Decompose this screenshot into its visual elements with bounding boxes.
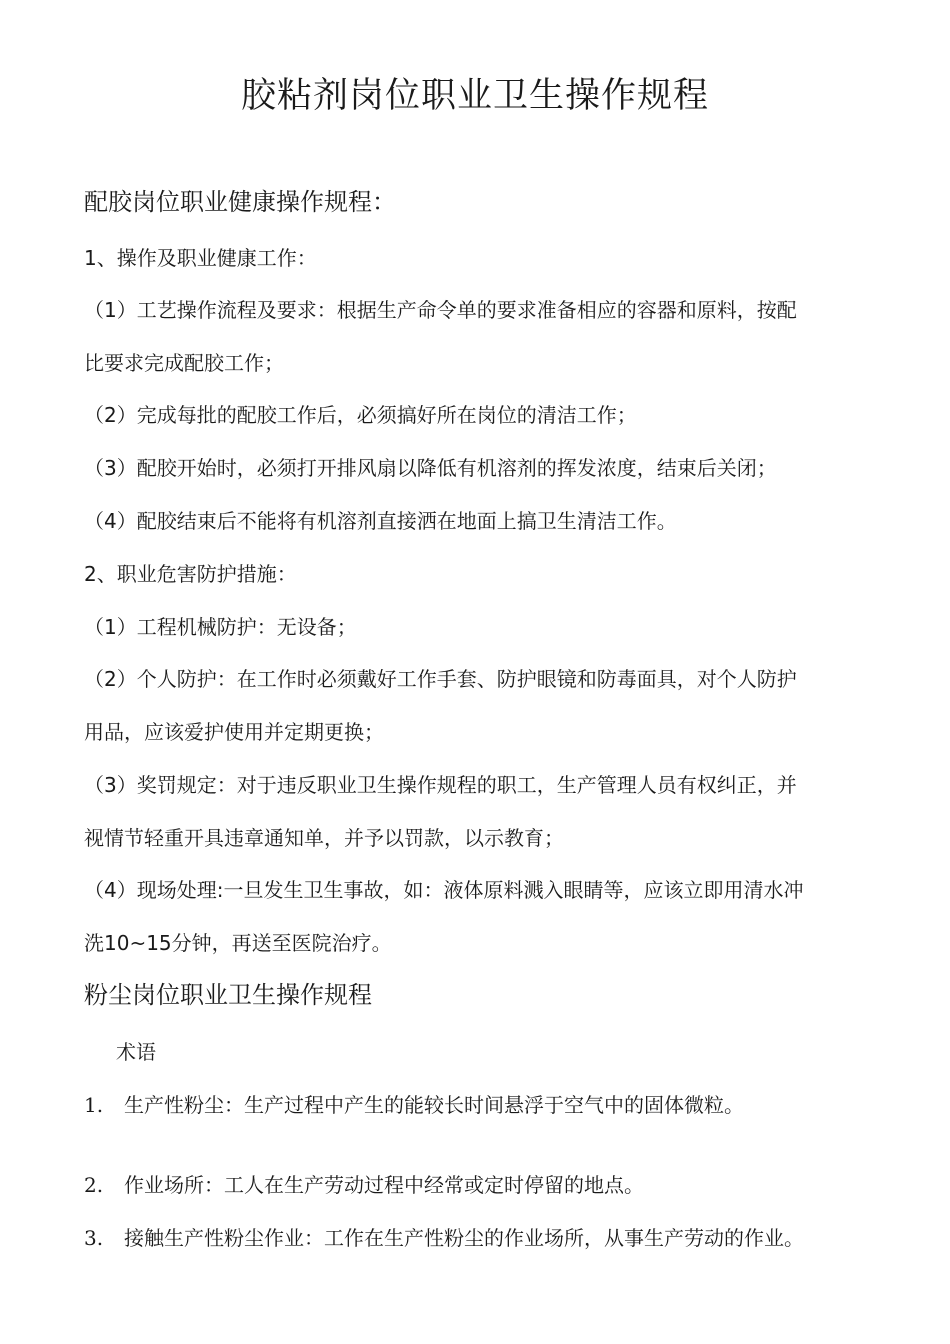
- paragraph-line: 视情节轻重开具违章通知单，并予以罚款，以示教育；: [84, 826, 564, 850]
- paragraph-line: 用品，应该爱护使用并定期更换；: [84, 720, 384, 744]
- term-number: 2.: [84, 1173, 104, 1197]
- document-title: 胶粘剂岗位职业卫生操作规程: [240, 76, 709, 116]
- paragraph-line: （2）完成每批的配胶工作后，必须搞好所在岗位的清洁工作；: [84, 403, 637, 427]
- part-heading-operation: 1、操作及职业健康工作：: [84, 246, 317, 270]
- paragraph-line: 洗10~15分钟，再送至医院治疗。: [84, 931, 392, 955]
- terms-subheading: 术语: [116, 1040, 156, 1064]
- term-item: [84, 1170, 644, 1200]
- term-text: 生产性粉尘：生产过程中产生的能较长时间悬浮于空气中的固体微粒。: [124, 1093, 744, 1117]
- paragraph-line: （4）配胶结束后不能将有机溶剂直接洒在地面上搞卫生清洁工作。: [84, 509, 677, 533]
- paragraph-line: （1）工程机械防护：无设备；: [84, 615, 357, 639]
- paragraph-line: （4）现场处理:一旦发生卫生事故，如：液体原料溅入眼睛等，应该立即用清水冲: [84, 878, 804, 902]
- part-heading-protection: 2、职业危害防护措施：: [84, 562, 297, 586]
- term-text: 作业场所：工人在生产劳动过程中经常或定时停留的地点。: [124, 1173, 644, 1197]
- section-heading-dust: 粉尘岗位职业卫生操作规程: [84, 981, 372, 1009]
- paragraph-line: （3）奖罚规定：对于违反职业卫生操作规程的职工，生产管理人员有权纠正，并: [84, 773, 797, 797]
- term-text: 接触生产性粉尘作业：工作在生产性粉尘的作业场所，从事生产劳动的作业。: [124, 1226, 804, 1250]
- paragraph-line: （3）配胶开始时，必须打开排风扇以降低有机溶剂的挥发浓度，结束后关闭；: [84, 456, 777, 480]
- term-item: [84, 1223, 804, 1253]
- section-heading-glue-mixing: 配胶岗位职业健康操作规程：: [84, 188, 396, 216]
- paragraph-line: （2）个人防护：在工作时必须戴好工作手套、防护眼镜和防毒面具，对个人防护: [84, 667, 797, 691]
- term-number: 1.: [84, 1093, 104, 1117]
- term-number: 3.: [84, 1226, 104, 1250]
- term-item: [84, 1090, 744, 1120]
- paragraph-line: （1）工艺操作流程及要求：根据生产命令单的要求准备相应的容器和原料，按配: [84, 298, 797, 322]
- paragraph-line: 比要求完成配胶工作；: [84, 351, 284, 375]
